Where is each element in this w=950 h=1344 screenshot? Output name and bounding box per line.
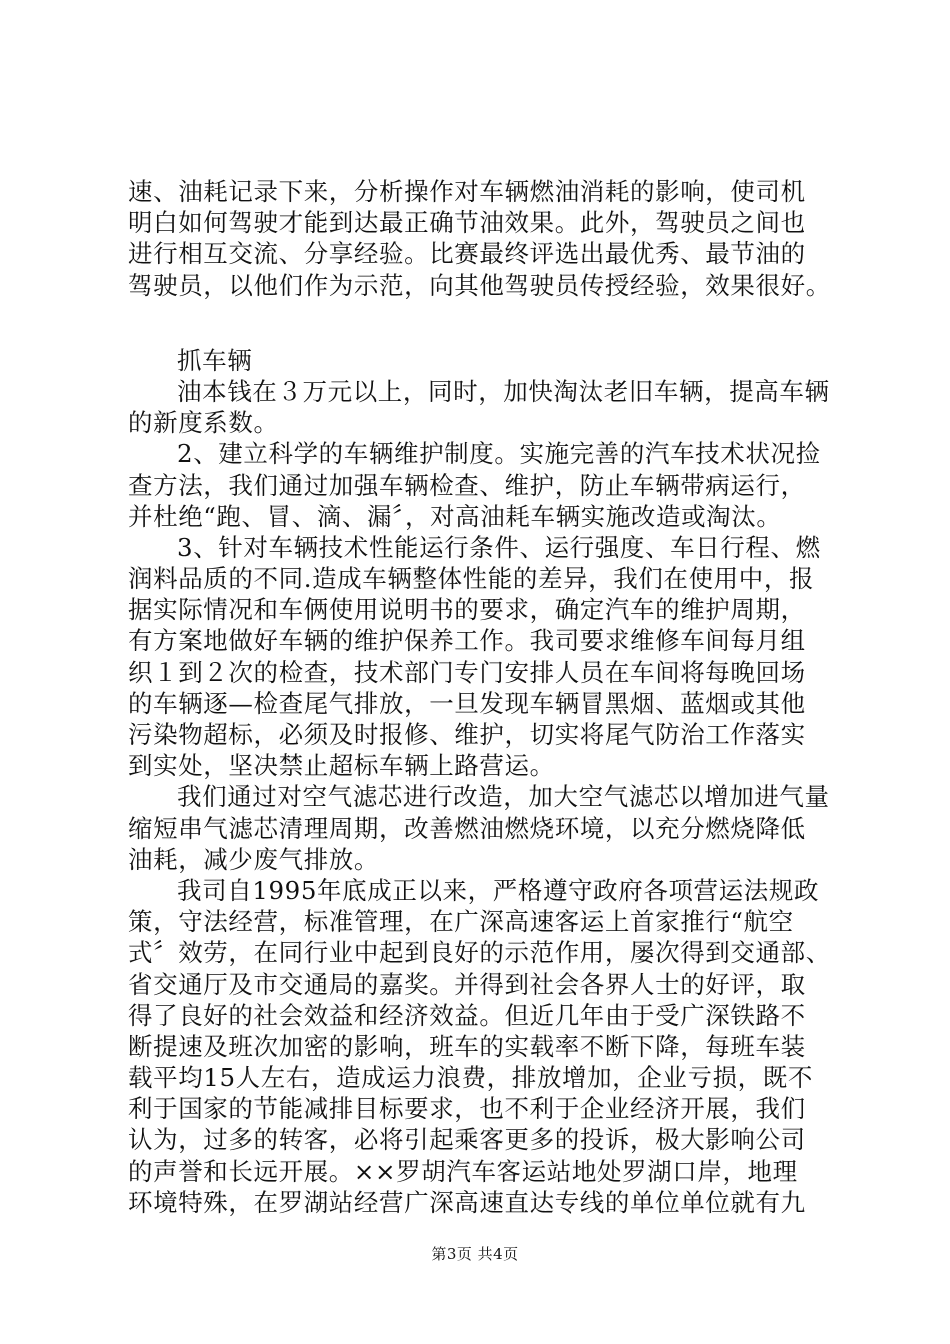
text-line: 进行相互交流、分享经验。比赛最终评选出最优秀、最节油的 <box>128 239 806 269</box>
text-line: 式〞效劳，在同行业中起到良好的示范作用，屡次得到交通部、 <box>128 938 831 968</box>
text-line: 载平均15人左右，造成运力浪费，排放增加，企业亏损，既不 <box>128 1063 813 1093</box>
body-text <box>128 176 838 1218</box>
text-line: 并杜绝“跑、冒、滴、漏〞，对高油耗车辆实施改造或淘汰。 <box>128 501 782 531</box>
text-line: 缩短串气滤芯清理周期，改善燃油燃烧环境，以充分燃烧降低 <box>128 813 806 843</box>
text-line: 省交通厅及市交通局的嘉奖。并得到社会各界人士的好评，取 <box>128 969 806 999</box>
text-line: 环境特殊，在罗湖站经营广深高速直达专线的单位单位就有九 <box>128 1187 806 1217</box>
text-line: 的车辆逐—检查尾气排放，一旦发现车辆冒黑烟、蓝烟或其他 <box>128 688 806 718</box>
text-line: 我们通过对空气滤芯进行改造，加大空气滤芯以增加进气量 <box>177 782 830 812</box>
text-line: 明白如何驾驶才能到达最正确节油效果。此外，驾驶员之间也 <box>128 208 806 238</box>
text-line: 的新度系数。 <box>128 408 279 438</box>
text-line: 据实际情况和车俩使用说明书的要求，确定汽车的维护周期， <box>128 595 806 625</box>
text-line: 认为，过多的转客，必将引起乘客更多的投诉，极大影响公司 <box>128 1125 806 1155</box>
text-line: 有方案地做好车辆的维护保养工作。我司要求维修车间每月组 <box>128 626 806 656</box>
text-line: 2、建立科学的车辆维护制度。实施完善的汽车技术状况捡 <box>177 439 821 469</box>
text-line: 到实处，坚决禁止超标车辆上路营运。 <box>128 751 555 781</box>
text-line: 速、油耗记录下来，分析操作对车辆燃油消耗的影响，使司机 <box>128 177 806 206</box>
paragraph-gap <box>128 301 838 345</box>
text-line: 3、针对车辆技术性能运行条件、运行强度、车日行程、燃 <box>177 532 821 562</box>
text-line: 断提速及班次加密的影响，班车的实载率不断下降，每班车装 <box>128 1031 806 1061</box>
page-number: 第3页 共4页 <box>431 1245 519 1263</box>
text-line: 查方法，我们通过加强车辆检查、维护，防止车辆带病运行， <box>128 470 806 500</box>
text-line: 润料品质的不同.造成车辆整体性能的差异，我们在使用中，报 <box>128 564 815 594</box>
section-heading: 抓车辆 <box>177 345 253 375</box>
text-line: 油耗，减少废气排放。 <box>128 844 379 874</box>
text-line: 油本钱在３万元以上，同时，加快淘汰老旧车辆，提高车辆 <box>177 376 830 406</box>
text-line: 污染物超标，必须及时报修、维护，切实将尾气防治工作落实 <box>128 720 806 749</box>
text-line: 的声誉和长远开展。××罗胡汽车客运站地处罗湖口岸，地理 <box>128 1156 798 1186</box>
text-line: 得了良好的社会效益和经济效益。但近几年由于受广深铁路不 <box>128 1000 806 1030</box>
text-line: 策，守法经营，标准管理，在广深高速客运上首家推行“航空 <box>128 907 794 937</box>
text-line: 驾驶员，以他们作为示范，向其他驾驶员传授经验，效果很好。 <box>128 270 831 300</box>
text-line: 织１到２次的检查，技术部门专门安排人员在车间将每晚回场 <box>128 657 806 687</box>
text-line: 我司自1995年底成正以来，严格遵守政府各项营运法规政 <box>177 875 820 905</box>
text-line: 利于国家的节能减排目标要求，也不利于企业经济开展，我们 <box>128 1094 806 1124</box>
